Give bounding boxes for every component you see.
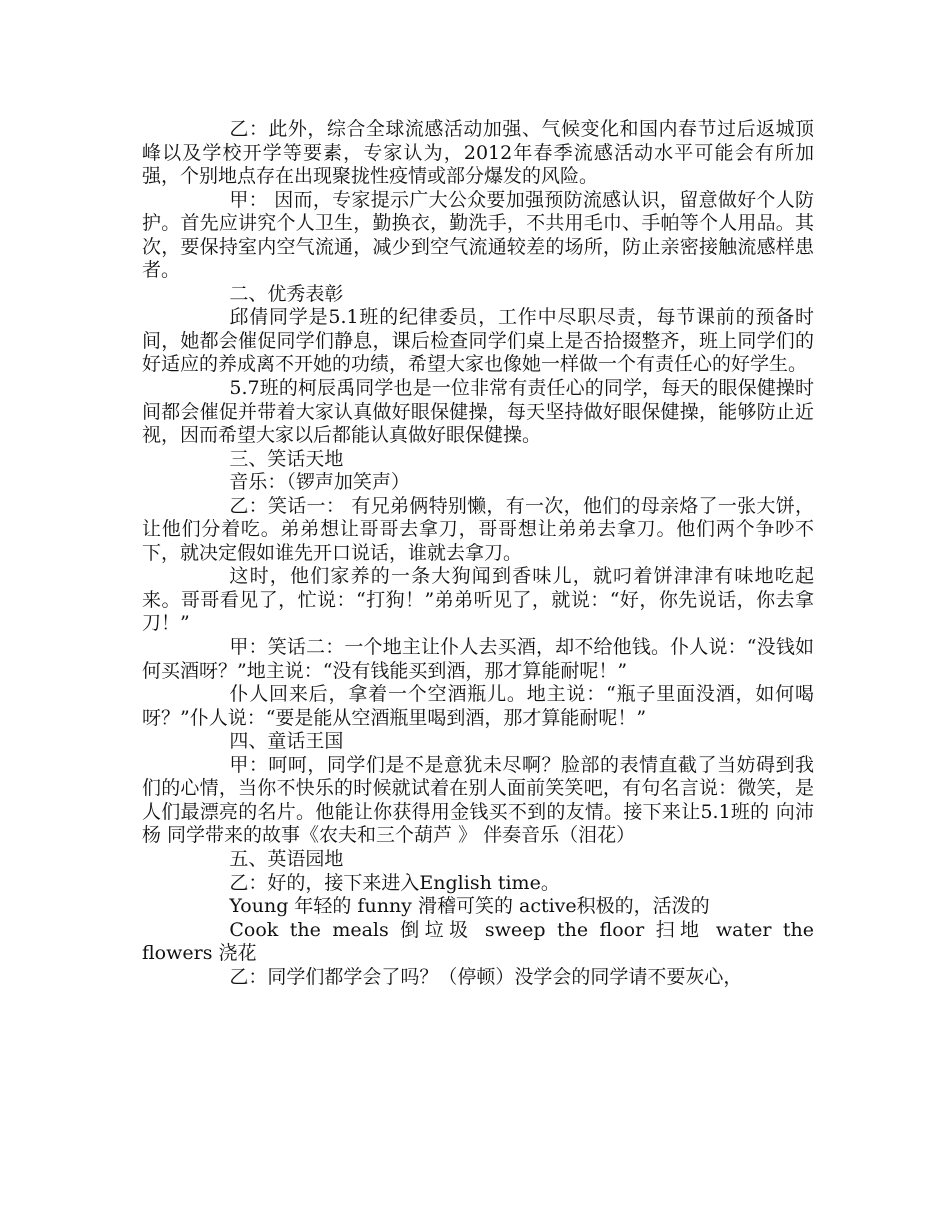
vocabulary-line: Young 年轻的 funny 滑稽可笑的 active积极的，活泼的 xyxy=(229,895,710,918)
paragraph: 音乐：（锣声加笑声） xyxy=(229,471,410,494)
paragraph: 甲：呵呵，同学们是不是意犹未尽啊？脸部的表情直截了当妨碍到我们的心情，当你不快乐的时候就试着在别人面前笑笑吧，有句名言说：微笑，是人们最漂亮的名片。他能让你获得用金钱买不到的友情。接下来让5.1班的 向沛杨 同学带来的故事《农夫和三个葫芦 》 伴奏音乐（泪花） xyxy=(142,753,814,847)
section-heading: 五、英语园地 xyxy=(229,847,344,870)
paragraph: 邱倩同学是5.1班的纪律委员，工作中尽职尽责，每节课前的预备时间，她都会催促同学们静息，课后检查同学们桌上是否拾掇整齐，班上同学们的好适应的养成离不开她的功绩，希望大家也像她一样做一个有责任心的好学生。 xyxy=(142,306,814,376)
paragraph: 甲： 因而，专家提示广大公众要加强预防流感认识，留意做好个人防护。首先应讲究个人卫生，勤换衣，勤洗手，不共用毛巾、手帕等个人用品。其次，要保持室内空气流通，减少到空气流通较差的场所，防止亲密接触流感样患者。 xyxy=(142,188,814,282)
paragraph: 这时，他们家养的一条大狗闻到香味儿，就叼着饼津津有味地吃起来。哥哥看见了，忙说：“打狗！”弟弟听见了，就说：“好，你先说话，你去拿刀！” xyxy=(142,565,814,635)
paragraph: 乙：好的，接下来进入English time。 xyxy=(229,871,560,894)
paragraph: 乙：此外，综合全球流感活动加强、气候变化和国内春节过后返城顶峰以及学校开学等要素，专家认为，2012年春季流感活动水平可能会有所加强，个别地点存在出现聚拢性疫情或部分爆发的风险。 xyxy=(142,118,814,188)
paragraph: 乙：笑话一： 有兄弟俩特别懒，有一次，他们的母亲烙了一张大饼，让他们分着吃。弟弟想让哥哥去拿刀，哥哥想让弟弟去拿刀。他们两个争吵不下，就决定假如谁先开口说话，谁就去拿刀。 xyxy=(142,494,814,564)
document-page xyxy=(142,118,814,989)
section-heading: 四、童话王国 xyxy=(229,730,344,753)
vocabulary-line: Cook the meals 倒垃圾 sweep the floor 扫地 water the flowers 浇花 xyxy=(142,918,814,965)
paragraph: 5.7班的柯辰禹同学也是一位非常有责任心的同学，每天的眼保健操时间都会催促并带着大家认真做好眼保健操，每天坚持做好眼保健操，能够防止近视，因而希望大家以后都能认真做好眼保健操。 xyxy=(142,377,814,447)
paragraph: 甲：笑话二：一个地主让仆人去买酒，却不给他钱。仆人说：“没钱如何买酒呀？”地主说：“没有钱能买到酒，那才算能耐呢！” xyxy=(142,636,814,682)
section-heading: 二、优秀表彰 xyxy=(229,282,344,305)
section-heading: 三、笑话天地 xyxy=(229,447,344,470)
paragraph: 仆人回来后，拿着一个空酒瓶儿。地主说：“瓶子里面没酒，如何喝呀？”仆人说：“要是能从空酒瓶里喝到酒，那才算能耐呢！” xyxy=(142,683,814,729)
paragraph: 乙：同学们都学会了吗？（停顿）没学会的同学请不要灰心， xyxy=(229,965,743,988)
